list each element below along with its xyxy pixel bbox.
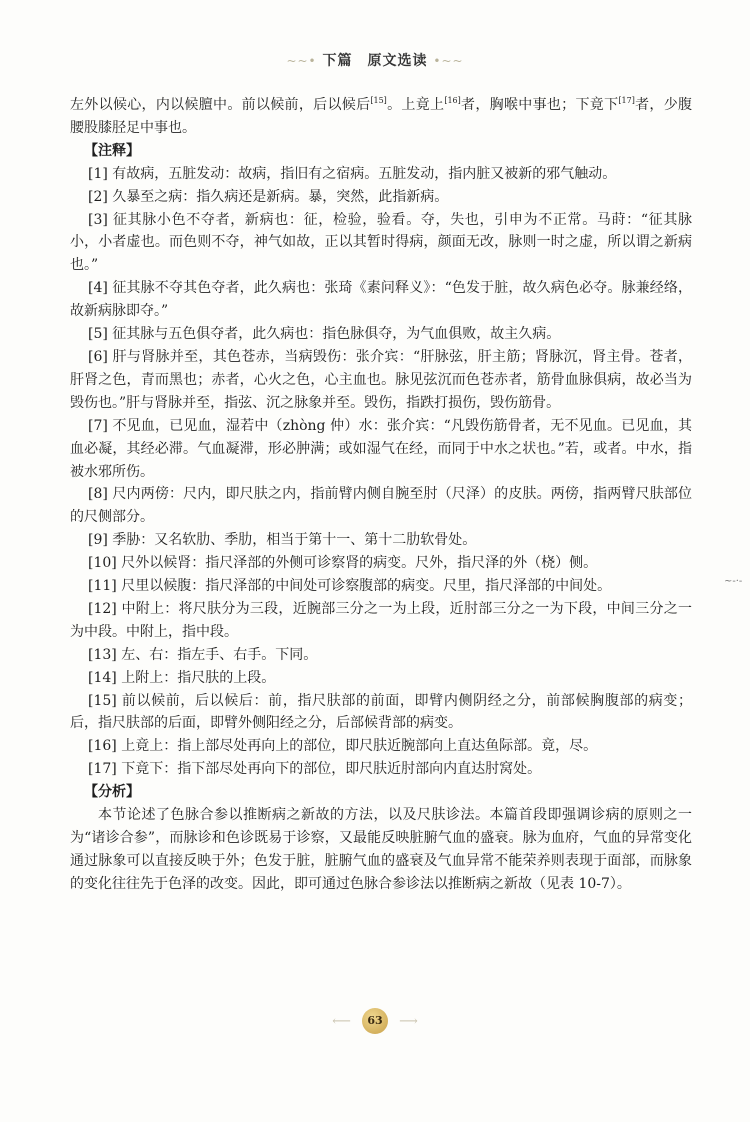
- margin-mark: ~-·-: [724, 576, 743, 587]
- header-ornament-right: •~~: [433, 54, 464, 68]
- note-item: [12] 中附上：将尺肤分为三段，近腕部三分之一为上段，近肘部三分之一为下段，中间三分之一为中段。中附上，指中段。: [70, 600, 692, 640]
- note-item: [8] 尺内两傍：尺内，即尺肤之内，指前臂内侧自腕至肘（尺泽）的皮肤。两傍，指两臂尺肤部位的尺侧部分。: [70, 486, 692, 526]
- note-item: [3] 征其脉小色不夺者，新病也：征，检验，验看。夺，失也，引申为不正常。马莳：“征其脉小，小者虚也。而色则不夺，神气如故，正以其暂时得病，颜面无改，脉则一时之虚，所以谓之新病也。”: [70, 211, 692, 274]
- text: 者，少腹腰股膝胫足中事也。: [70, 97, 693, 136]
- note-item: [15] 前以候前，后以候后：前，指尺肤部的前面，即臂内侧阴经之分，前部候胸腹部的病变；后，指尺肤部的后面，即臂外侧阳经之分，后部候背部的病变。: [70, 692, 692, 732]
- footer-ornament-right: ⟶: [399, 1013, 418, 1029]
- note-item: [1] 有故病，五脏发动：故病，指旧有之宿病。五脏发动，指内脏又被新的邪气触动。: [88, 165, 617, 182]
- note-item: [4] 征其脉不夺其色夺者，此久病也：张琦《素问释义》：“色发于脏，故久病色必夺。脉兼经络，故新病脉即夺。”: [70, 280, 692, 320]
- text: 者，胸喉中事也；下竟下: [460, 97, 619, 113]
- note-item: [17] 下竟下：指下部尽处再向下的部位，即尺肤近肘部向内直达肘窝处。: [88, 761, 542, 778]
- footer-ornament-left: ⟵: [332, 1013, 351, 1029]
- notes-list: [70, 163, 692, 781]
- note-item: [9] 季胁：又名软肋、季肋，相当于第十一、第十二肋软骨处。: [88, 532, 477, 549]
- footnote-ref-15: [15]: [370, 96, 387, 105]
- text: 。上竟上: [386, 97, 445, 113]
- analysis-heading: 【分析】: [84, 784, 140, 801]
- note-item: [7] 不见血，已见血，湿若中（zhòng 仲）水：张介宾：“凡毁伤筋骨者，无不见血。已见血，其血必凝，其经必滞。气血凝滞，形必肿满；或如湿气在经，而同于中水之状也。”若，或者。中水，指被水邪所伤。: [70, 417, 692, 480]
- running-header: [0, 50, 750, 70]
- page-number: 63: [362, 1008, 388, 1034]
- page-footer: [0, 1008, 750, 1034]
- analysis-paragraph: 本节论述了色脉合参以推断病之新故的方法，以及尺肤诊法。本篇首段即强调诊病的原则之一为“诸诊合参”，而脉诊和色诊既易于诊察，又最能反映脏腑气血的盛衰。脉为血府，气血的异常变化通过脉象可以直接反映于外；色发于脏，脏腑气血的盛衰及气血异常不能荣养则表现于面部，而脉象的变化往往先于色泽的改变。因此，即可通过色脉合参诊法以推断病之新故（见表 10-7）。: [70, 807, 692, 892]
- note-item: [2] 久暴至之病：指久病还是新病。暴，突然，此指新病。: [88, 188, 449, 205]
- page-body: [70, 94, 692, 896]
- footnote-ref-16: [16]: [444, 96, 461, 105]
- note-item: [13] 左、右：指左手、右手。下同。: [88, 646, 318, 663]
- note-item: [10] 尺外以候肾：指尺泽部的外侧可诊察肾的病变。尺外，指尺泽的外（桡）侧。: [88, 555, 598, 572]
- header-ornament-left: ~~•: [286, 54, 317, 68]
- footnote-ref-17: [17]: [618, 96, 635, 105]
- note-item: [16] 上竟上：指上部尽处再向上的部位，即尺肤近腕部向上直达鱼际部。竟，尽。: [88, 738, 598, 755]
- note-item: [5] 征其脉与五色俱夺者，此久病也：指色脉俱夺，为气血俱败，故主久病。: [88, 326, 561, 343]
- source-text-paragraph: [70, 94, 692, 140]
- note-item: [11] 尺里以候腹：指尺泽部的中间处可诊察腹部的病变。尺里，指尺泽部的中间处。: [88, 578, 612, 595]
- header-title: 下篇 原文选读: [322, 53, 428, 69]
- text: 左外以候心，内以候膻中。前以候前，后以候后: [70, 97, 371, 113]
- note-item: [14] 上附上：指尺肤的上段。: [88, 669, 276, 686]
- notes-heading: 【注释】: [84, 142, 140, 159]
- note-item: [6] 肝与肾脉并至，其色苍赤，当病毁伤：张介宾：“肝脉弦，肝主筋；肾脉沉，肾主骨。苍者，肝肾之色，青而黑也；赤者，心火之色，心主血也。脉见弦沉而色苍赤者，筋骨血脉俱病，故必当为毁伤也。”肝与肾脉并至，指弦、沉之脉象并至。毁伤，指跌打损伤，毁伤筋骨。: [70, 348, 692, 411]
